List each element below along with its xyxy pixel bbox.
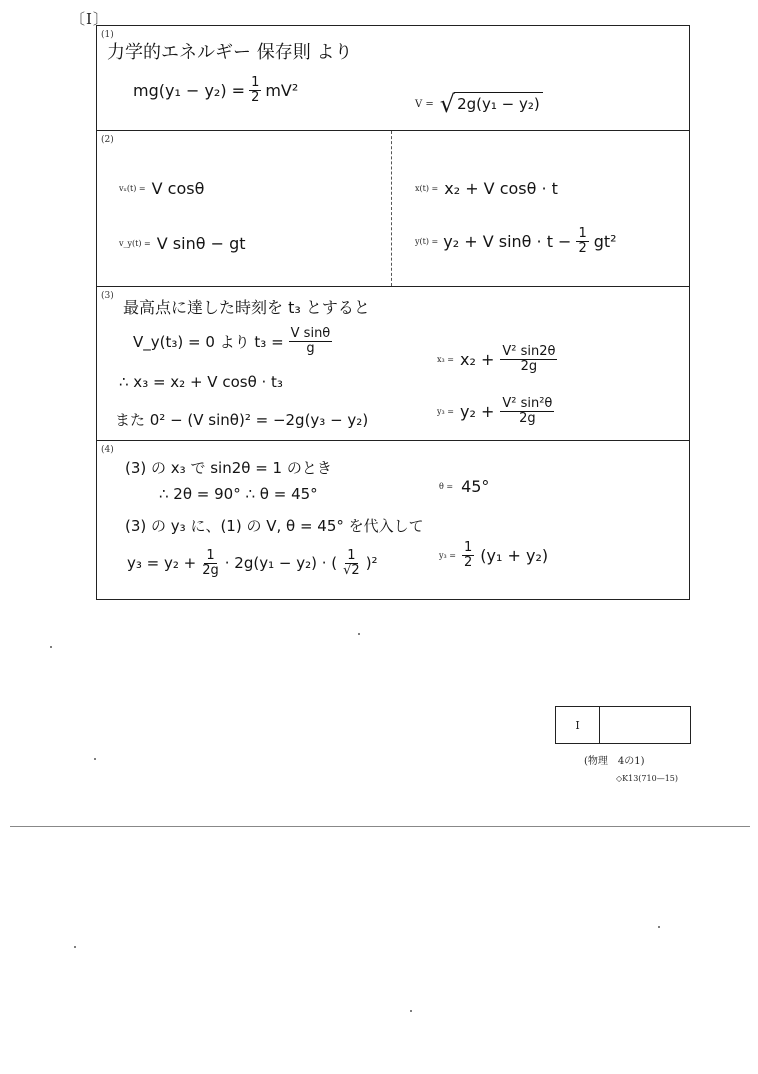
- fraction: [341, 549, 362, 577]
- answer-sheet: [96, 25, 690, 600]
- y3-pre: y₂ +: [459, 401, 495, 421]
- q3-x3-answer: [437, 345, 557, 373]
- q2-vy: [119, 234, 246, 253]
- fraction: [500, 345, 557, 373]
- q4-line3: (3) の y₃ に、(1) の V, θ = 45° を代入して: [125, 517, 424, 535]
- fraction: [249, 76, 261, 104]
- q2-x: [415, 179, 558, 198]
- fraction: [500, 397, 554, 425]
- scan-speck: [358, 633, 360, 635]
- q3-line1: [133, 327, 332, 355]
- answer-value: 2g(y₁ − y₂): [454, 92, 543, 113]
- q1-answer: [415, 92, 543, 116]
- y-value-post: gt²: [593, 231, 617, 251]
- fraction-denominator: 2: [463, 554, 473, 570]
- x3-label: x₃ =: [437, 354, 454, 364]
- question-3: [97, 287, 689, 441]
- fraction-denominator: 2g: [519, 410, 536, 426]
- y3-post: (y₁ + y₂): [480, 545, 549, 565]
- theta-value: 45°: [461, 477, 490, 496]
- fraction-denominator: 2: [251, 89, 260, 105]
- question-4: [97, 441, 689, 599]
- q3-line3: また 0² − (V sinθ)² = −2g(y₃ − y₂): [115, 411, 369, 429]
- equation-left: mg(y₁ − y₂) =: [133, 80, 246, 100]
- scan-line: [10, 826, 750, 827]
- question-1: [97, 26, 689, 131]
- fraction-numerator: 1: [578, 226, 587, 241]
- x-value: x₂ + V cosθ · t: [444, 179, 558, 198]
- question-number: (3): [101, 291, 114, 301]
- equation-right: mV²: [265, 80, 299, 100]
- vx-label: vₓ(t) =: [119, 184, 146, 193]
- score-box: [555, 706, 691, 744]
- answer-label: V =: [415, 98, 434, 110]
- fraction: [576, 227, 588, 255]
- line1-text: V_y(t₃) = 0 より t₃ =: [133, 332, 284, 351]
- fraction: [462, 541, 474, 569]
- vy-value: V sinθ − gt: [156, 234, 246, 253]
- vx-value: V cosθ: [151, 179, 205, 198]
- q3-line2: ∴ x₃ = x₂ + V cosθ · t₃: [119, 373, 283, 391]
- sqrt-icon: √: [439, 90, 456, 118]
- question-number: (4): [101, 445, 114, 455]
- fraction-numerator: 1: [463, 540, 473, 555]
- fraction-numerator: V sinθ: [290, 326, 331, 341]
- fraction-numerator: 1: [206, 548, 215, 563]
- fraction-denominator: 2g: [520, 358, 538, 374]
- sqrt-expression: [440, 92, 543, 116]
- fraction-numerator: 1: [251, 75, 260, 90]
- x3-pre: x₂ +: [459, 349, 495, 369]
- fraction: [289, 327, 333, 355]
- q4-line4: [127, 549, 378, 577]
- q2-y: [415, 227, 617, 255]
- q4-y3-answer: [439, 541, 548, 569]
- q1-heading: 力学的エネルギー 保存則 より: [107, 42, 353, 63]
- question-number: (1): [101, 30, 114, 40]
- q4-theta-answer: [439, 477, 489, 496]
- line4-pre: y₃ = y₂ +: [127, 554, 197, 573]
- y-label: y(t) =: [415, 236, 439, 246]
- q1-energy-equation: [133, 76, 298, 104]
- line4-mid: · 2g(y₁ − y₂) · (: [224, 554, 338, 573]
- y-value-pre: y₂ + V sinθ · t −: [443, 231, 572, 251]
- fraction-numerator: V² sin2θ: [502, 344, 556, 359]
- scan-speck: [74, 946, 76, 948]
- question-2: [97, 131, 689, 287]
- q4-line2: ∴ 2θ = 90° ∴ θ = 45°: [159, 485, 318, 503]
- fraction-denominator: √2: [343, 562, 360, 578]
- fraction-denominator: 2: [578, 240, 587, 256]
- form-code: ◇K13(710—15): [616, 774, 678, 783]
- vy-label: v_y(t) =: [119, 239, 151, 248]
- fraction-numerator: V² sin²θ: [502, 396, 553, 411]
- fraction-denominator: 2g: [202, 562, 219, 578]
- scan-speck: [94, 758, 96, 760]
- theta-label: θ =: [439, 482, 454, 491]
- q2-vx: [119, 179, 204, 198]
- scan-speck: [50, 646, 52, 648]
- fraction-numerator: 1: [347, 548, 356, 563]
- fraction-denominator: g: [306, 340, 315, 356]
- section-mark: 〔Ⅰ〕: [70, 10, 109, 28]
- y3-label: y₃ =: [437, 406, 454, 416]
- subject-label: (物理 4の1): [584, 756, 645, 767]
- dashed-divider: [391, 131, 392, 286]
- line4-post: )²: [365, 554, 378, 573]
- y3-label: y₃ =: [439, 550, 456, 560]
- fraction: [200, 549, 221, 577]
- scan-speck: [410, 1010, 412, 1012]
- scan-speck: [658, 926, 660, 928]
- q3-heading: 最高点に達した時刻を t₃ とすると: [123, 298, 370, 317]
- q3-y3-answer: [437, 397, 554, 425]
- x-label: x(t) =: [415, 184, 439, 193]
- score-box-label: Ⅰ: [556, 707, 600, 743]
- q4-line1: (3) の x₃ で sin2θ = 1 のとき: [125, 459, 332, 477]
- question-number: (2): [101, 135, 114, 145]
